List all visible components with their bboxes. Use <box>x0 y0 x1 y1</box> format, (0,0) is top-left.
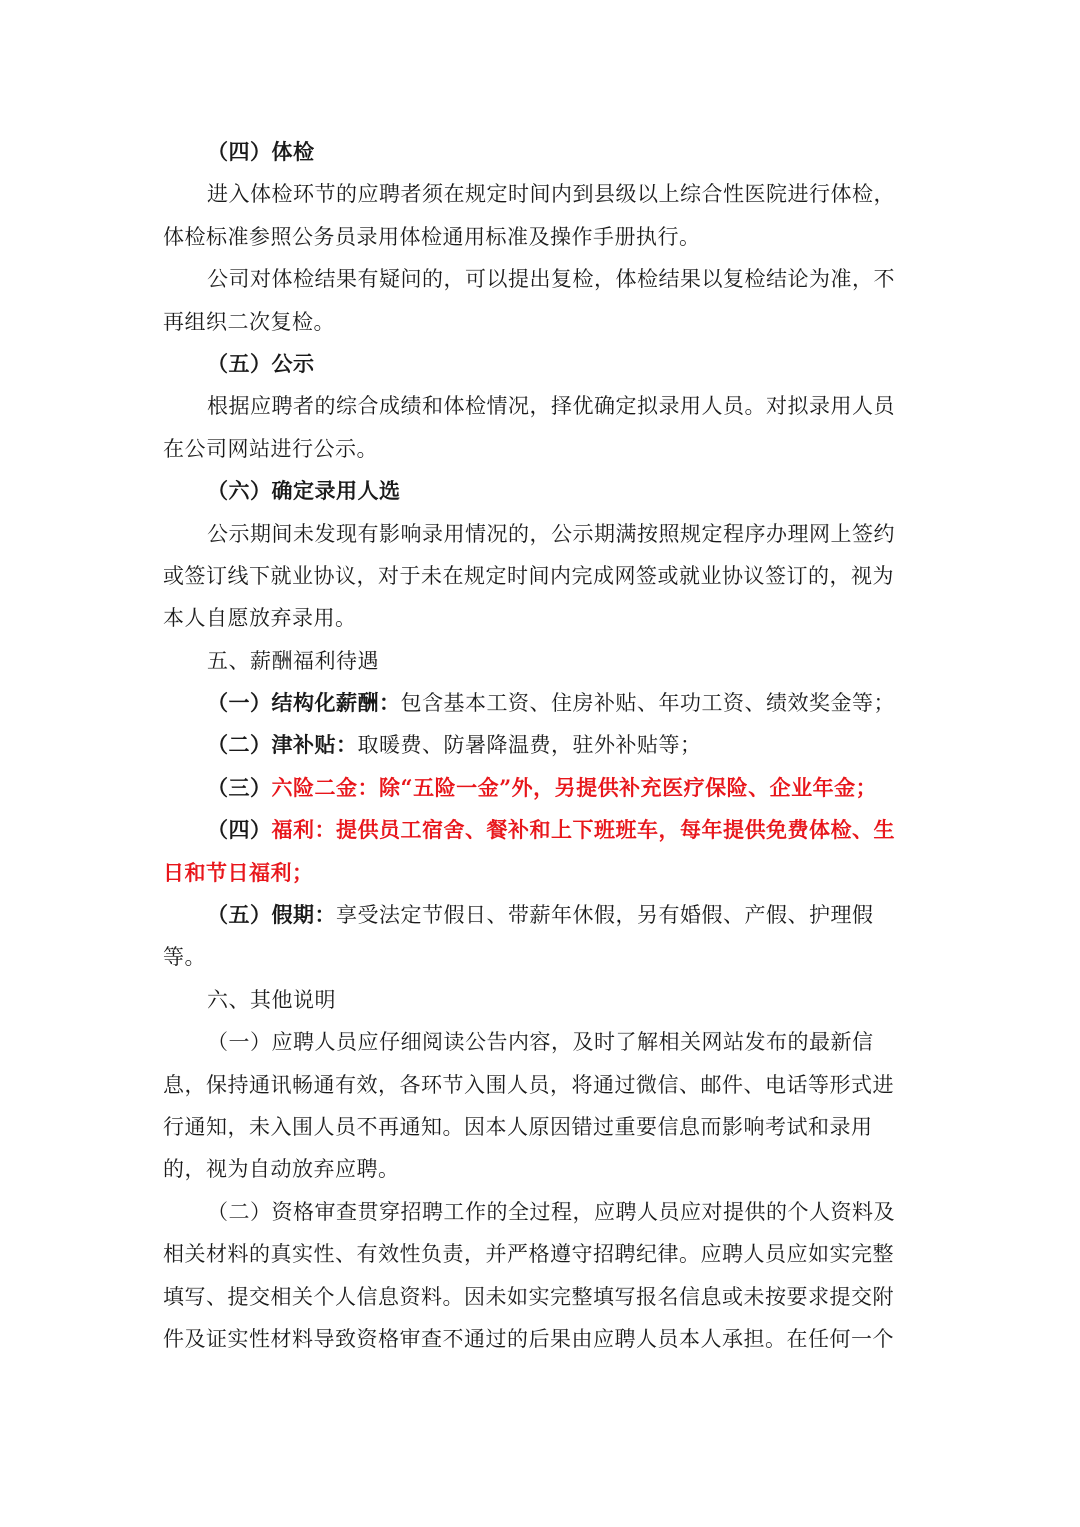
bold-text-segment: （三） <box>207 774 272 800</box>
text-line <box>163 343 908 385</box>
document-page <box>163 131 908 1360</box>
text-segment: 件及证实性材料导致资格审查不通过的后果由应聘人员本人承担。在任何一个 <box>163 1326 894 1351</box>
text-line <box>163 809 908 851</box>
text-line <box>163 1191 908 1233</box>
text-line <box>163 1318 908 1360</box>
text-segment: 相关材料的真实性、有效性负责，并严格遵守招聘纪律。应聘人员应如实完整 <box>163 1242 894 1267</box>
text-segment: 享受法定节假日、带薪年休假，另有婚假、产假、护理假 <box>336 903 874 928</box>
text-line <box>163 173 908 215</box>
bold-text-segment: （六）确定录用人选 <box>207 478 401 504</box>
text-segment: 等。 <box>163 945 206 970</box>
bold-text-segment: （四）体检 <box>207 139 315 164</box>
bold-text-segment: （五）公示 <box>207 350 315 376</box>
text-segment: 的，视为自动放弃应聘。 <box>163 1157 400 1182</box>
text-line <box>163 597 908 639</box>
text-line <box>163 1106 908 1148</box>
bold-text-segment: （一）结构化薪酬： <box>207 690 401 716</box>
bold-text-segment: （五）假期： <box>207 902 336 928</box>
text-segment: 在公司网站进行公示。 <box>163 436 378 461</box>
text-segment: （一）应聘人员应仔细阅读公告内容，及时了解相关网站发布的最新信 <box>207 1030 874 1055</box>
text-line <box>163 724 908 766</box>
text-line <box>163 894 908 936</box>
text-segment: 体检标准参照公务员录用体检通用标准及操作手册执行。 <box>163 224 701 249</box>
text-line <box>163 216 908 258</box>
text-line <box>163 385 908 427</box>
text-line <box>163 1233 908 1275</box>
text-segment: 公司对体检结果有疑问的，可以提出复检，体检结果以复检结论为准，不 <box>207 267 895 292</box>
text-segment: 五、薪酬福利待遇 <box>207 648 379 673</box>
text-line <box>163 470 908 512</box>
text-segment: 本人自愿放弃录用。 <box>163 606 357 631</box>
text-line <box>163 936 908 978</box>
text-line <box>163 1276 908 1318</box>
text-line <box>163 513 908 555</box>
text-line <box>163 1148 908 1190</box>
text-line <box>163 258 908 300</box>
text-segment: 或签订线下就业协议，对于未在规定时间内完成网签或就业协议签订的，视为 <box>163 563 894 588</box>
bold-text-segment: 六险二金：除“五险一金”外，另提供补充医疗保险、企业年金； <box>271 774 878 800</box>
text-segment: 六、其他说明 <box>207 987 336 1012</box>
text-line <box>163 131 908 173</box>
text-segment: （二）资格审查贯穿招聘工作的全过程，应聘人员应对提供的个人资料及 <box>207 1199 895 1224</box>
text-line <box>163 301 908 343</box>
text-line <box>163 682 908 724</box>
text-line <box>163 555 908 597</box>
text-segment: 行通知，未入围人员不再通知。因本人原因错过重要信息而影响考试和录用 <box>163 1114 873 1139</box>
text-segment: 息，保持通讯畅通有效，各环节入围人员，将通过微信、邮件、电话等形式进 <box>163 1072 894 1097</box>
text-line <box>163 767 908 809</box>
text-segment: 再组织二次复检。 <box>163 309 335 334</box>
text-segment: 根据应聘者的综合成绩和体检情况，择优确定拟录用人员。对拟录用人员 <box>207 394 895 419</box>
text-segment: 进入体检环节的应聘者须在规定时间内到县级以上综合性医院进行体检， <box>207 182 895 207</box>
text-line <box>163 428 908 470</box>
bold-text-segment: 福利：提供员工宿舍、餐补和上下班班车，每年提供免费体检、生 <box>271 817 895 843</box>
text-line <box>163 1064 908 1106</box>
text-segment: 公示期间未发现有影响录用情况的，公示期满按照规定程序办理网上签约 <box>207 521 895 546</box>
text-line <box>163 852 908 894</box>
text-segment: 填写、提交相关个人信息资料。因未如实完整填写报名信息或未按要求提交附 <box>163 1284 894 1309</box>
text-segment: 取暖费、防暑降温费，驻外补贴等； <box>357 733 702 758</box>
bold-text-segment: 日和节日福利； <box>163 859 314 885</box>
text-segment: 包含基本工资、住房补贴、年功工资、绩效奖金等； <box>400 691 895 716</box>
text-line <box>163 1021 908 1063</box>
bold-text-segment: （四） <box>207 817 272 843</box>
bold-text-segment: （二）津补贴： <box>207 732 358 758</box>
text-line <box>163 979 908 1021</box>
text-line <box>163 640 908 682</box>
